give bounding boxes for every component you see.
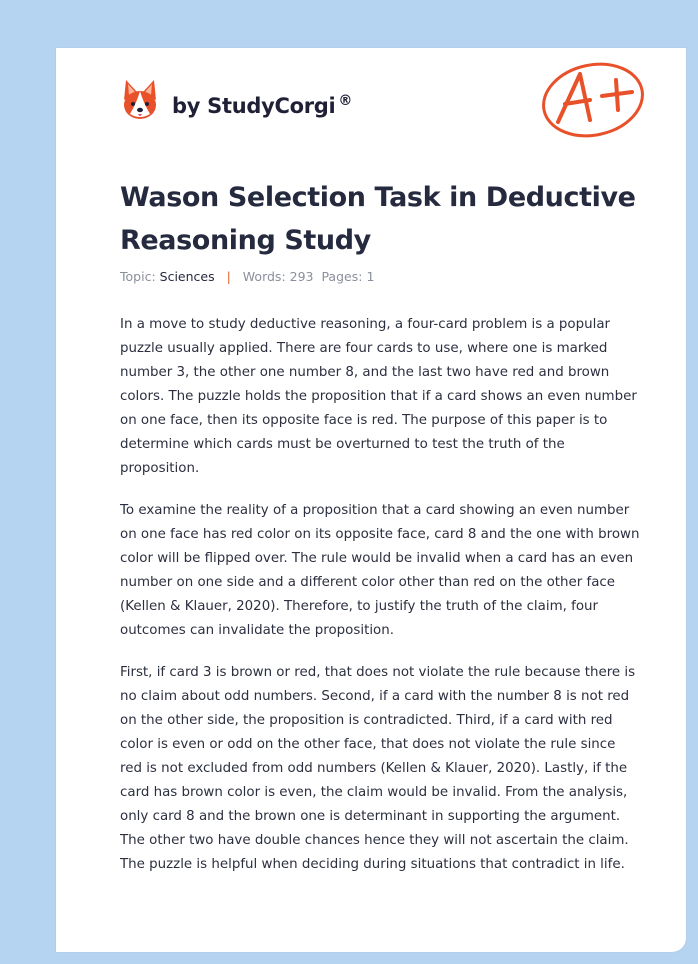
brand-logo[interactable] xyxy=(120,76,352,126)
document-meta xyxy=(120,269,374,284)
words-count: 293 xyxy=(289,269,314,284)
a-plus-grade-badge xyxy=(538,60,648,140)
document-page xyxy=(56,48,686,952)
document-body xyxy=(120,313,640,895)
topic-label: Topic: xyxy=(120,269,156,284)
document-title: Wason Selection Task in Deductive Reasoning Study xyxy=(120,182,636,256)
words-label: Words: xyxy=(242,269,286,284)
paragraph: First, if card 3 is brown or red, that does not violate the rule because there is no claim about odd numbers. Second, if a card with the number 8 is not red on the other side, the proposition is contradicted. Third, if a card with red color is even or odd on the other face, that does not violate the rule since red is not excluded from odd numbers (Kellen & Klauer, 2020). Lastly, if the card has brown color is even, the claim would be invalid. From the analysis, only card 8 and the brown one is determinant in supporting the argument. The other two have double chances hence they will not ascertain the claim. The puzzle is helpful when deciding during situations that contradict in life. xyxy=(120,665,636,872)
pages-count: 1 xyxy=(366,269,375,284)
paragraph: To examine the reality of a proposition that a card showing an even number on one face has red color on its opposite face, card 8 and the one with brown color will be flipped over. The rule would be invalid when a card has an even number on one side and a different color other than red on the other face (Kellen & Klauer, 2020). Therefore, to justify the truth of the claim, four outcomes can invalidate the proposition. xyxy=(120,503,640,638)
topic-link[interactable]: Sciences xyxy=(159,269,215,284)
pages-label: Pages: xyxy=(321,269,363,284)
paragraph: In a move to study deductive reasoning, a four-card problem is a popular puzzle usually applied. There are four cards to use, where one is marked number 3, the other one number 8, and the last two have red and brown colors. The puzzle holds the proposition that if a card shows an even number on one face, then its opposite face is red. The purpose of this paper is to determine which cards must be overturned to test the truth of the proposition. xyxy=(120,317,637,476)
meta-separator: | xyxy=(226,269,231,284)
corgi-dog-icon xyxy=(120,78,160,124)
brand-name: by StudyCorgi ® xyxy=(172,92,353,118)
